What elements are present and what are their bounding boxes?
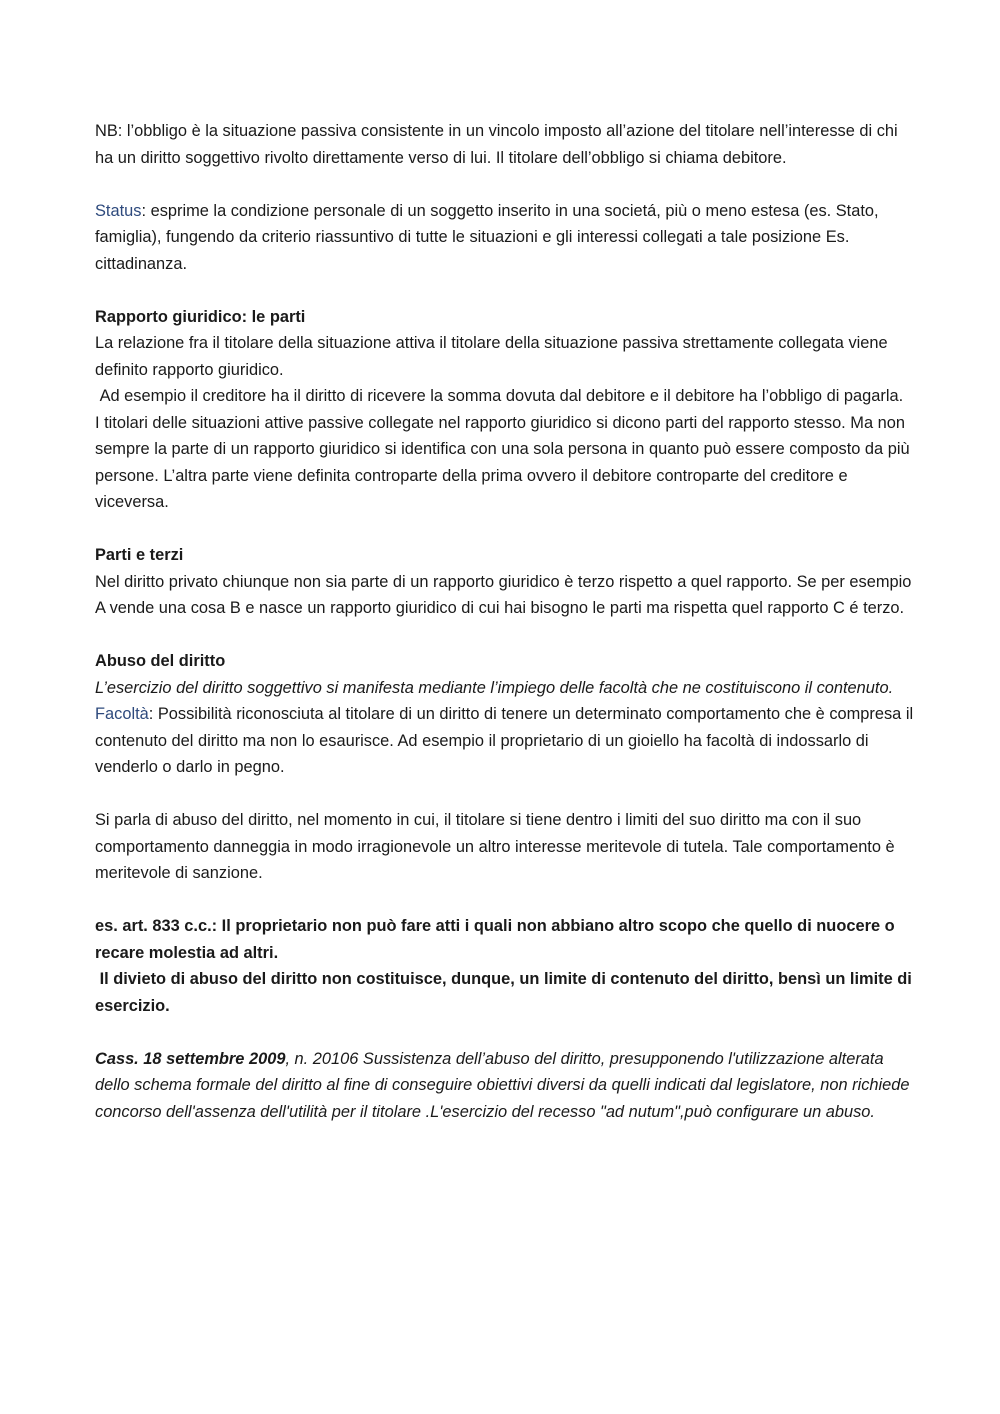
- spacer: [95, 622, 915, 649]
- divieto-paragraph: Il divieto di abuso del diritto non costituisce, dunque, un limite di contenuto del diritto, bensì un limite di esercizio.: [95, 970, 917, 1015]
- parti-paragraph: Nel diritto privato chiunque non sia parte di un rapporto giuridico è terzo rispetto a quel rapporto. Se per esempio A vende una cosa B e nasce un rapporto giuridico di cui hai bisogno le parti ma rispetta quel rapporto C é terzo.: [95, 572, 912, 617]
- status-paragraph: [95, 198, 915, 278]
- spacer: [95, 516, 915, 543]
- rapporto-paragraph-3: I titolari delle situazioni attive passive collegate nel rapporto giuridico si dicono parti del rapporto stesso. Ma non sempre la parte di un rapporto giuridico si identifica con una sola persona in quanto può essere composto da più persone. L’altra parte viene definita controparte della prima ovvero il debitore controparte del creditore e viceversa.: [95, 413, 910, 511]
- abuso-paragraph-2: Si parla di abuso del diritto, nel momento in cui, il titolare si tiene dentro i limiti del suo diritto ma con il suo comportamento danneggia in modo irragionevole un altro interesse meritevole di tutela. Tale comportamento è meritevole di sanzione.: [95, 811, 895, 882]
- rapporto-heading: Rapporto giuridico: le parti: [95, 307, 306, 326]
- spacer: [95, 781, 915, 808]
- parti-heading: Parti e terzi: [95, 546, 184, 564]
- cass-paragraph: [95, 1046, 915, 1126]
- facolta-text: : Possibilità riconosciuta al titolare di un diritto di tenere un determinato comportamento che è compresa il contenuto del diritto ma non lo esaurisce. Ad esempio il proprietario di un gioiello ha facoltà di indossarlo di venderlo o darlo in pegno.: [95, 705, 914, 776]
- spacer: [95, 171, 915, 198]
- facolta-term: Facoltà: [95, 705, 149, 723]
- nb-paragraph: NB: l’obbligo è la situazione passiva consistente in un vincolo imposto all’azione del titolare nell’interesse di chi ha un diritto soggettivo rivolto direttamente verso di lui. Il titolare dell’obbligo si chiama debitore.: [95, 122, 898, 167]
- spacer: [95, 887, 915, 914]
- document-page: [95, 118, 915, 1125]
- art-833-paragraph: es. art. 833 c.c.: Il proprietario non può fare atti i quali non abbiano altro scopo che quello di nuocere o recare molestia ad altri.: [95, 917, 895, 962]
- rapporto-paragraph-2: Ad esempio il creditore ha il diritto di ricevere la somma dovuta dal debitore e il debitore ha l’obbligo di pagarla.: [95, 387, 904, 405]
- facolta-paragraph: [95, 701, 915, 781]
- rapporto-paragraph-1: La relazione fra il titolare della situazione attiva il titolare della situazione passiva strettamente collegata viene definito rapporto giuridico.: [95, 334, 888, 379]
- cass-text: , n. 20106 Sussistenza dell’abuso del diritto, presupponendo l'utilizzazione alterata dello schema formale del diritto al fine di conseguire obiettivi diversi da quelli indicati dal legislatore, non richiede concorso dell'assenza dell'utilità per il titolare .L'esercizio del recesso "ad nutum",può configurare un abuso.: [95, 1049, 910, 1121]
- status-term: Status: [95, 201, 142, 220]
- status-text: : esprime la condizione personale di un soggetto inserito in una societá, più o meno estesa (es. Stato, famiglia), fungendo da criterio riassuntivo di tutte le situazioni e gli interessi collegati a tale posizione Es. cittadinanza.: [95, 201, 879, 273]
- spacer: [95, 1019, 915, 1046]
- abuso-intro: L’esercizio del diritto soggettivo si manifesta mediante l’impiego delle facoltà che ne costituiscono il contenuto.: [95, 678, 894, 697]
- abuso-heading: Abuso del diritto: [95, 652, 226, 670]
- cass-citation: Cass. 18 settembre 2009: [95, 1049, 286, 1068]
- spacer: [95, 277, 915, 304]
